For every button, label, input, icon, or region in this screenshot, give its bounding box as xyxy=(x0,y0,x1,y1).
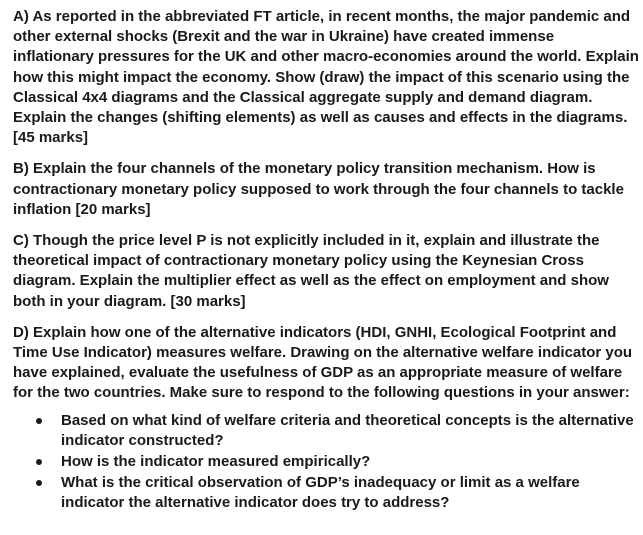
question-d: D) Explain how one of the alternative indicators (HDI, GNHI, Ecological Footprint and Time Use Indicator) measures welfare. Drawing on the alternative welfare indicator you have explained, evaluate the usefulness of GDP as an appropriate measure of welfare for the two countries. Make sure to respond to the following questions in your answer: xyxy=(13,323,633,402)
question-a: A) As reported in the abbreviated FT article, in recent months, the major pandemic and other external shocks (Brexit and the war in Ukraine) have created immense inflationary pressures for the UK and other macro-economies around the world. Explain how this might impact the economy. Show (draw) the impact of this scenario using the Classical 4x4 diagrams and the Classical aggregate supply and demand diagram. Explain the changes (shifting elements) as well as causes and effects in the diagrams. [45 marks] xyxy=(13,8,639,147)
list-item xyxy=(36,452,639,472)
bullet-text: How is the indicator measured empirically? xyxy=(61,453,371,471)
list-item xyxy=(36,473,639,513)
bullet-text: Based on what kind of welfare criteria and theoretical concepts is the alternative indicator constructed? xyxy=(61,411,634,449)
question-d-bullet-list xyxy=(13,411,639,514)
list-item xyxy=(36,411,639,451)
question-c: C) Though the price level P is not explicitly included in it, explain and illustrate the theoretical impact of contractionary monetary policy using the Keynesian Cross diagram. Explain the multiplier effect as well as the effect on employment and show both in your diagram. [30 marks] xyxy=(13,232,609,310)
assignment-document xyxy=(13,7,639,515)
question-b: B) Explain the four channels of the monetary policy transition mechanism. How is contractionary monetary policy supposed to work through the four channels to tackle inflation [20 marks] xyxy=(13,160,624,218)
bullet-icon xyxy=(36,459,42,465)
bullet-text: What is the critical observation of GDP’s inadequacy or limit as a welfare indicator the alternative indicator does try to address? xyxy=(61,474,580,512)
bullet-icon xyxy=(36,480,42,486)
bullet-icon xyxy=(36,418,42,424)
